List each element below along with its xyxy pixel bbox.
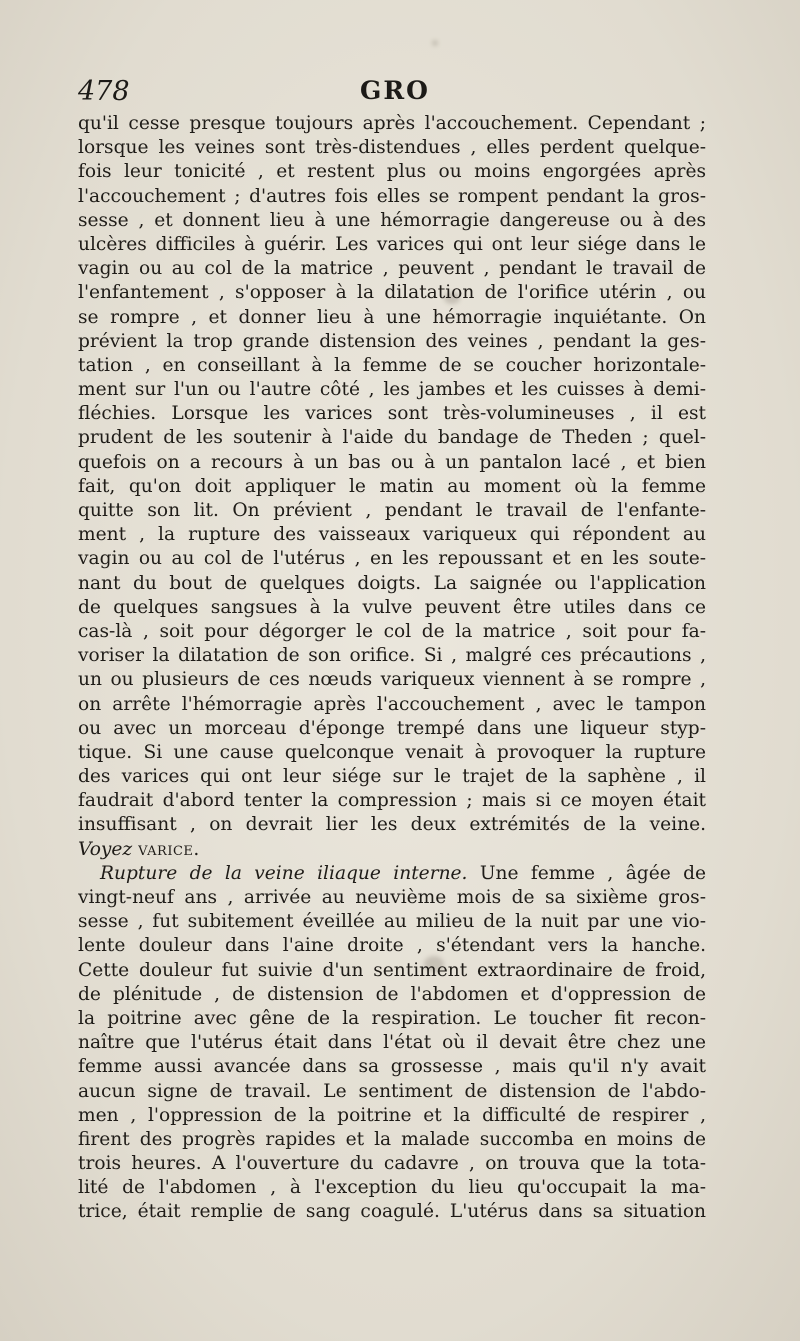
text-line: vingt-neuf ans , arrivée au neuvième mois de sa sixième gros- [78, 887, 706, 908]
text-line: Une femme , âgée de [479, 862, 706, 884]
text-line: quefois on a recours à un bas ou à un pantalon lacé , et bien [78, 451, 706, 473]
text-line: un ou plusieurs de ces nœuds variqueux viennent à se rompre , [78, 669, 706, 691]
text-line: vagin ou au col de la matrice , peuvent , pendant le travail de [78, 258, 706, 280]
text-line: prudent de les soutenir à l'aide du bandage de Theden ; quel- [78, 427, 706, 449]
text-line: fait, qu'on doit appliquer le matin au moment où la femme [78, 475, 706, 497]
page-number: 478 [78, 76, 130, 107]
text-line: ment sur l'un ou l'autre côté , les jambes et les cuisses à demi- [78, 379, 706, 401]
text-line: lorsque les veines sont très-distendues , elles perdent quelque- [78, 137, 706, 159]
text-line: trice, était remplie de sang coagulé. L'utérus dans sa situation [78, 1201, 706, 1223]
text-line: lente douleur dans l'aine droite , s'étendant vers la hanche. [78, 935, 706, 957]
paper-stain [432, 40, 438, 46]
page-header [78, 74, 706, 114]
text-line: insuffisant , on devrait lier les deux extrémités de la veine. [78, 814, 706, 836]
text-line: quitte son lit. On prévient , pendant le travail de l'enfante- [78, 500, 706, 521]
text-line: Cette douleur fut suivie d'un sentiment extraordinaire de froid, [78, 959, 706, 981]
text-line: lité de l'abdomen , à l'exception du lieu qu'occupait la ma- [78, 1177, 706, 1199]
text-line: cas-là , soit pour dégorger le col de la matrice , soit pour fa- [78, 620, 706, 642]
running-head: GRO [360, 76, 430, 105]
text-line: voriser la dilatation de son orifice. Si , malgré ces précautions , [78, 645, 706, 667]
see-also-prefix: Voyez [78, 838, 133, 860]
text-line: l'enfantement , s'opposer à la dilatation de l'orifice utérin , ou [78, 282, 706, 304]
section-heading-line [78, 862, 706, 886]
section-heading: Rupture de la veine iliaque interne. [100, 862, 468, 884]
see-also-line [78, 838, 706, 862]
text-line: femme aussi avancée dans sa grossesse , mais qu'il n'y avait [78, 1056, 706, 1078]
text-line: se rompre , et donner lieu à une hémorragie inquiétante. On [78, 306, 706, 328]
text-line: de plénitude , de distension de l'abdomen et d'oppression de [78, 983, 706, 1005]
text-line: naître que l'utérus était dans l'état où il devait être chez une [78, 1032, 706, 1054]
text-line: l'accouchement ; d'autres fois elles se rompent pendant la gros- [78, 185, 706, 207]
text-line: ulcères difficiles à guérir. Les varices qui ont leur siége dans le [78, 233, 706, 255]
text-line: fléchies. Lorsque les varices sont très-volumineuses , il est [78, 403, 706, 425]
text-line: on arrête l'hémorragie après l'accouchement , avec le tampon [78, 693, 706, 715]
text-line: firent des progrès rapides et la malade succomba en moins de [78, 1128, 706, 1150]
text-line: men , l'oppression de la poitrine et la difficulté de respirer , [78, 1104, 706, 1126]
text-line: fois leur tonicité , et restent plus ou moins engorgées après [78, 161, 706, 183]
text-line: des varices qui ont leur siége sur le trajet de la saphène , il [78, 766, 706, 788]
body-text [78, 112, 706, 1225]
text-line: aucun signe de travail. Le sentiment de distension de l'abdo- [78, 1080, 706, 1102]
text-line: faudrait d'abord tenter la compression ; mais si ce moyen était [78, 790, 706, 812]
text-line: sesse , fut subitement éveillée au milieu de la nuit par une vio- [78, 911, 706, 933]
text-line: trois heures. A l'ouverture du cadavre , on trouva que la tota- [78, 1153, 706, 1175]
text-line: tique. Si une cause quelconque venait à provoquer la rupture [78, 741, 706, 763]
text-line: ou avec un morceau d'éponge trempé dans une liqueur styp- [78, 717, 706, 739]
text-line: la poitrine avec gêne de la respiration. Le toucher fit recon- [78, 1007, 706, 1029]
text-line: qu'il cesse presque toujours après l'accouchement. Cependant ; [78, 113, 706, 134]
text-line: sesse , et donnent lieu à une hémorragie dangereuse ou à des [78, 209, 706, 231]
text-line: de quelques sangsues à la vulve peuvent être utiles dans ce [78, 596, 706, 618]
text-line: ment , la rupture des vaisseaux variqueux qui répondent au [78, 524, 706, 546]
text-line: prévient la trop grande distension des veines , pendant la ges- [78, 330, 706, 352]
text-line: nant du bout de quelques doigts. La saignée ou l'application [78, 572, 706, 594]
text-line: vagin ou au col de l'utérus , en les repoussant et en les soute- [78, 548, 706, 570]
see-also-term: varice. [138, 838, 200, 860]
text-line: tation , en conseillant à la femme de se coucher horizontale- [78, 354, 706, 376]
